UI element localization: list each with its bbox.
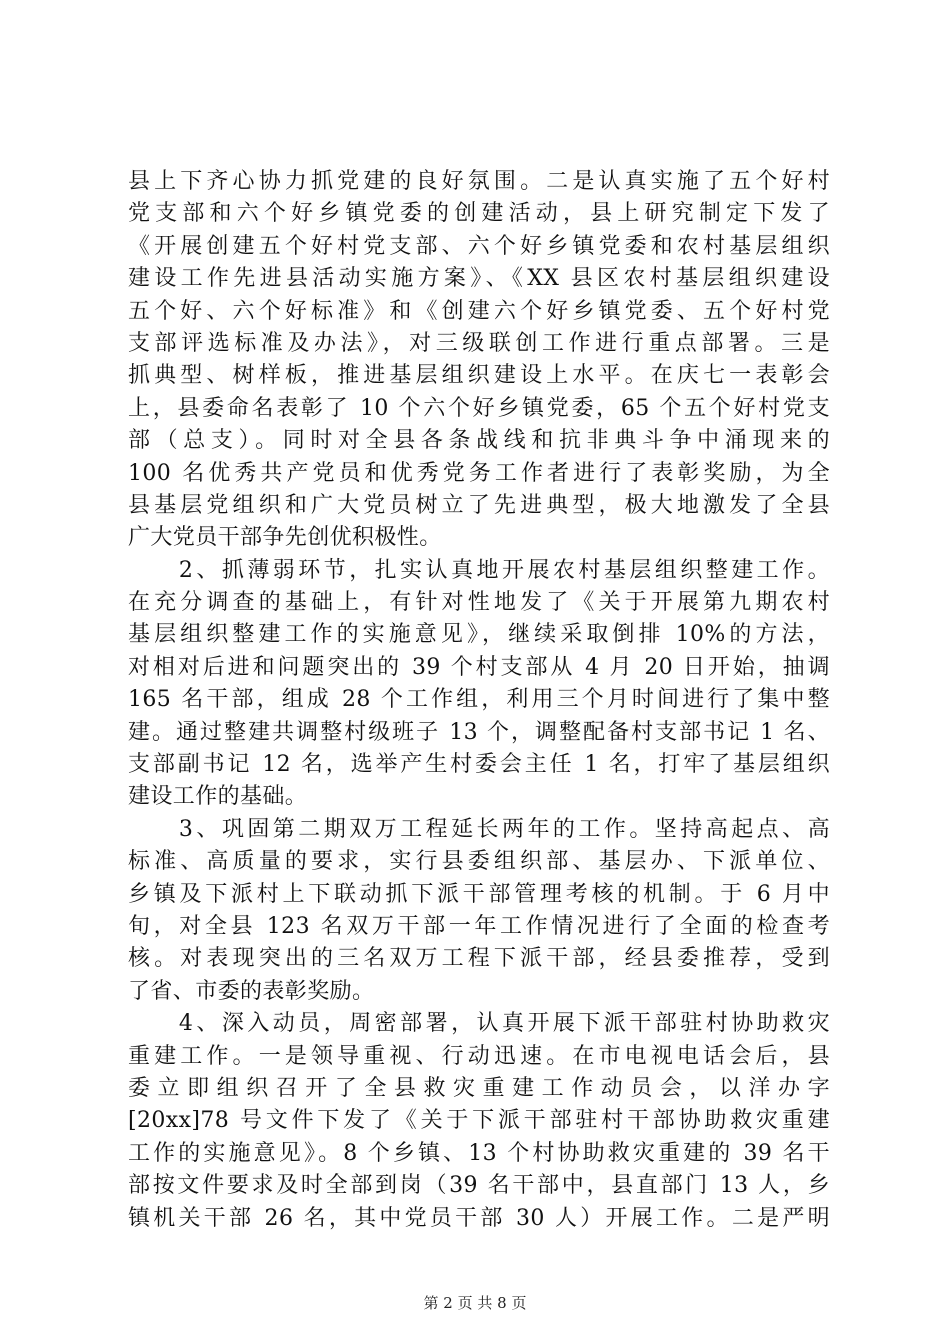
text-line: 工作的实施意见》。8 个乡镇、13 个村协助救灾重建的 39 名干 [128,1140,830,1166]
text-line: 支部副书记 12 名，选举产生村委会主任 1 名，打牢了基层组织 [128,752,830,778]
text-line: 重建工作。一是领导重视、行动迅速。在市电视电话会后，县 [128,1043,830,1069]
text-line: 抓典型、树样板，推进基层组织建设上水平。在庆七一表彰会 [128,363,830,389]
text-line: 乡镇及下派村上下联动抓下派干部管理考核的机制。于 6 月中 [128,881,830,907]
text-line: 县上下齐心协力抓党建的良好氛围。二是认真实施了五个好村 [128,169,830,194]
page-footer: 第 2 页 共 8 页 [423,1294,527,1312]
text-line: 建设工作先进县活动实施方案》、《XX 县区农村基层组织建设 [128,266,830,292]
text-line: 165 名干部，组成 28 个工作组，利用三个月时间进行了集中整 [128,687,830,713]
text-line: 了省、市委的表彰奖励。 [128,978,375,1004]
text-line: 在充分调查的基础上，有针对性地发了《关于开展第九期农村 [128,590,830,616]
text-line: 委立即组织召开了全县救灾重建工作动员会，以洋办字 [128,1075,830,1101]
text-line: 五个好、六个好标准》和《创建六个好乡镇党委、五个好村党 [128,298,830,324]
text-line: 广大党员干部争先创优积极性。 [128,525,442,551]
text-line: 建设工作的基础。 [128,784,308,810]
text-line: 建。通过整建共调整村级班子 13 个，调整配备村支部书记 1 名、 [128,719,830,745]
text-line: 标准、高质量的要求，实行县委组织部、基层办、下派单位、 [128,849,830,875]
text-line: 旬，对全县 123 名双万干部一年工作情况进行了全面的检查考 [128,913,830,939]
text-line: [20xx]78 号文件下发了《关于下派干部驻村干部协助救灾重建 [128,1108,830,1134]
text-line: 基层组织整建工作的实施意见》，继续采取倒排 10%的方法， [128,622,830,648]
text-line: 对相对后进和问题突出的 39 个村支部从 4 月 20 日开始，抽调 [128,654,830,680]
text-line: 镇机关干部 26 名，其中党员干部 30 人）开展工作。二是严明 [128,1205,830,1231]
text-line: 核。对表现突出的三名双万工程下派干部，经县委推荐，受到 [128,946,830,972]
text-line: 县基层党组织和广大党员树立了先进典型，极大地激发了全县 [128,492,830,518]
text-line: 3、巩固第二期双万工程延长两年的工作。坚持高起点、高 [128,816,830,842]
body-text [128,166,830,1235]
text-line: 支部评选标准及办法》，对三级联创工作进行重点部署。三是 [128,330,830,356]
text-line: 党支部和六个好乡镇党委的创建活动，县上研究制定下发了 [128,201,830,227]
text-line: 4、深入动员，周密部署，认真开展下派干部驻村协助救灾 [128,1011,830,1037]
text-line: 2、抓薄弱环节，扎实认真地开展农村基层组织整建工作。 [128,557,830,583]
text-line: 上，县委命名表彰了 10 个六个好乡镇党委，65 个五个好村党支 [128,395,830,421]
text-line: 部按文件要求及时全部到岗（39 名干部中，县直部门 13 人，乡 [128,1173,830,1199]
text-line: 《开展创建五个好村党支部、六个好乡镇党委和农村基层组织 [128,233,830,259]
text-line: 100 名优秀共产党员和优秀党务工作者进行了表彰奖励，为全 [128,460,830,486]
text-line: 部（总支）。同时对全县各条战线和抗非典斗争中涌现来的 [128,428,830,454]
